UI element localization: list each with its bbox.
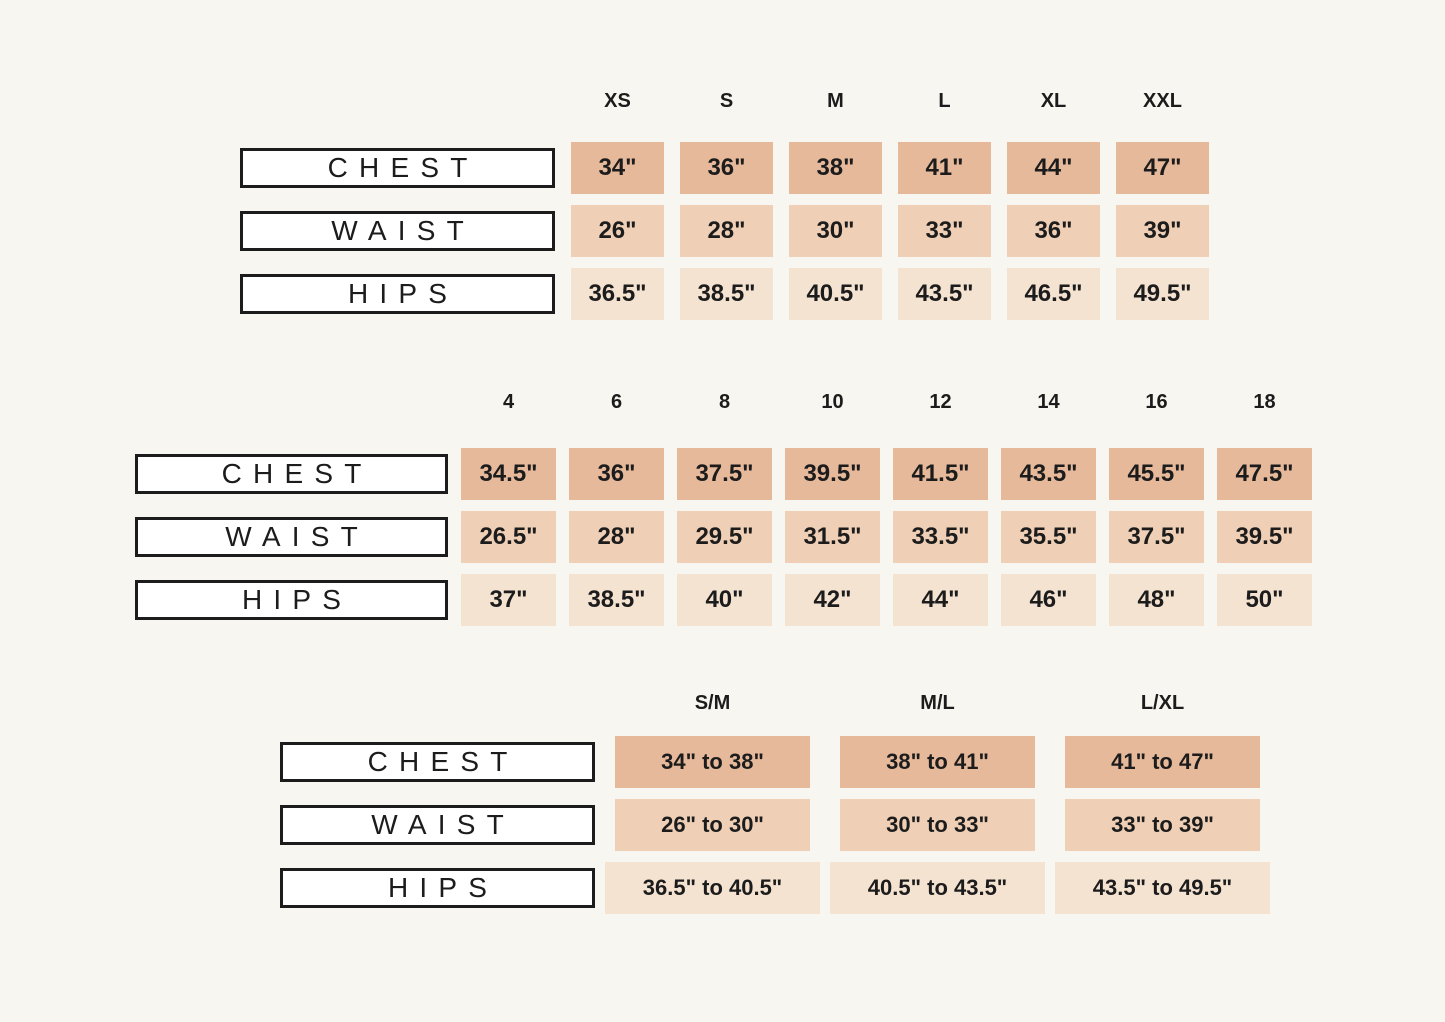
measurement-value-cell: 30"	[789, 205, 882, 257]
measurement-label-chest	[240, 148, 555, 188]
measurement-value-cell: 39"	[1116, 205, 1209, 257]
measurement-value-cell: 34.5"	[461, 448, 556, 500]
size-column-header: XS	[604, 89, 631, 112]
measurement-value-cell: 38.5"	[569, 574, 664, 626]
measurement-value-cell: 41.5"	[893, 448, 988, 500]
measurement-value-cell: 36"	[680, 142, 773, 194]
numeric-size-header-row	[135, 389, 1312, 415]
measurement-label-hips	[240, 274, 555, 314]
measurement-label-chest	[280, 742, 595, 782]
measurement-label-text: CHEST	[221, 458, 373, 489]
measurement-value-cell: 38" to 41"	[840, 736, 1035, 788]
measurement-label-waist	[280, 805, 595, 845]
measurement-value-cell: 40.5"	[789, 268, 882, 320]
measurement-value-cell: 37"	[461, 574, 556, 626]
measurement-value-cell: 39.5"	[785, 448, 880, 500]
size-column-header: 6	[610, 390, 623, 413]
measurement-value-cell: 34" to 38"	[615, 736, 810, 788]
measurement-value-cell: 37.5"	[677, 448, 772, 500]
size-column-header: 14	[1037, 390, 1060, 413]
measurement-value-cell: 33" to 39"	[1065, 799, 1260, 851]
measurement-value-cell: 45.5"	[1109, 448, 1204, 500]
size-column-header: 10	[821, 390, 844, 413]
measurement-label-text: WAIST	[331, 215, 475, 246]
measurement-value-cell: 26" to 30"	[615, 799, 810, 851]
measurement-label-text: HIPS	[388, 872, 499, 903]
size-column-header: 18	[1253, 390, 1276, 413]
measurement-value-cell: 36.5"	[571, 268, 664, 320]
numeric-size-table	[135, 389, 1312, 626]
measurement-label-text: WAIST	[225, 521, 369, 552]
measurement-value-cell: 36"	[569, 448, 664, 500]
measurement-value-cell: 41"	[898, 142, 991, 194]
measurement-value-cell: 28"	[680, 205, 773, 257]
measurement-value-cell: 40"	[677, 574, 772, 626]
measurement-label-text: HIPS	[242, 584, 353, 615]
measurement-value-cell: 35.5"	[1001, 511, 1096, 563]
measurement-label-text: CHEST	[367, 746, 519, 777]
measurement-value-cell: 26"	[571, 205, 664, 257]
size-column-header: M/L	[920, 691, 955, 714]
measurement-label-waist	[240, 211, 555, 251]
measurement-value-cell: 33.5"	[893, 511, 988, 563]
measurement-value-cell: 30" to 33"	[840, 799, 1035, 851]
measurement-value-cell: 31.5"	[785, 511, 880, 563]
measurement-value-cell: 33"	[898, 205, 991, 257]
size-column-header: 8	[718, 390, 731, 413]
size-column-header: XL	[1040, 89, 1067, 112]
measurement-value-cell: 48"	[1109, 574, 1204, 626]
measurement-label-chest	[135, 454, 448, 494]
letter-size-table	[240, 88, 1209, 320]
measurement-value-cell: 46.5"	[1007, 268, 1100, 320]
measurement-value-cell: 44"	[893, 574, 988, 626]
measurement-value-cell: 38.5"	[680, 268, 773, 320]
measurement-value-cell: 34"	[571, 142, 664, 194]
measurement-label-text: CHEST	[327, 152, 479, 183]
measurement-value-cell: 43.5"	[1001, 448, 1096, 500]
combo-size-header-row	[280, 690, 1270, 716]
measurement-value-cell: 43.5"	[898, 268, 991, 320]
size-column-header: 16	[1145, 390, 1168, 413]
measurement-value-cell: 47"	[1116, 142, 1209, 194]
letter-size-body	[240, 142, 1209, 320]
size-column-header: XXL	[1143, 89, 1182, 112]
measurement-value-cell: 42"	[785, 574, 880, 626]
size-column-header: 4	[502, 390, 515, 413]
measurement-value-cell: 38"	[789, 142, 882, 194]
measurement-value-cell: 36"	[1007, 205, 1100, 257]
measurement-value-cell: 50"	[1217, 574, 1312, 626]
combo-size-table	[280, 690, 1270, 914]
size-column-header: S/M	[694, 691, 731, 714]
size-column-header: M	[827, 89, 844, 112]
measurement-label-waist	[135, 517, 448, 557]
measurement-value-cell: 41" to 47"	[1065, 736, 1260, 788]
measurement-value-cell: 28"	[569, 511, 664, 563]
measurement-label-hips	[135, 580, 448, 620]
measurement-value-cell: 49.5"	[1116, 268, 1209, 320]
measurement-value-cell: 37.5"	[1109, 511, 1204, 563]
measurement-value-cell: 43.5" to 49.5"	[1055, 862, 1270, 914]
measurement-label-text: HIPS	[348, 278, 459, 309]
measurement-label-hips	[280, 868, 595, 908]
size-column-header: L/XL	[1140, 691, 1185, 714]
measurement-label-text: WAIST	[371, 809, 515, 840]
measurement-value-cell: 47.5"	[1217, 448, 1312, 500]
combo-size-body	[280, 736, 1270, 914]
size-column-header: L	[938, 89, 951, 112]
measurement-value-cell: 40.5" to 43.5"	[830, 862, 1045, 914]
numeric-size-body	[135, 448, 1312, 626]
letter-size-header-row	[240, 88, 1209, 114]
size-column-header: S	[719, 89, 734, 112]
measurement-value-cell: 26.5"	[461, 511, 556, 563]
measurement-value-cell: 39.5"	[1217, 511, 1312, 563]
measurement-value-cell: 44"	[1007, 142, 1100, 194]
measurement-value-cell: 36.5" to 40.5"	[605, 862, 820, 914]
measurement-value-cell: 46"	[1001, 574, 1096, 626]
size-column-header: 12	[929, 390, 952, 413]
measurement-value-cell: 29.5"	[677, 511, 772, 563]
